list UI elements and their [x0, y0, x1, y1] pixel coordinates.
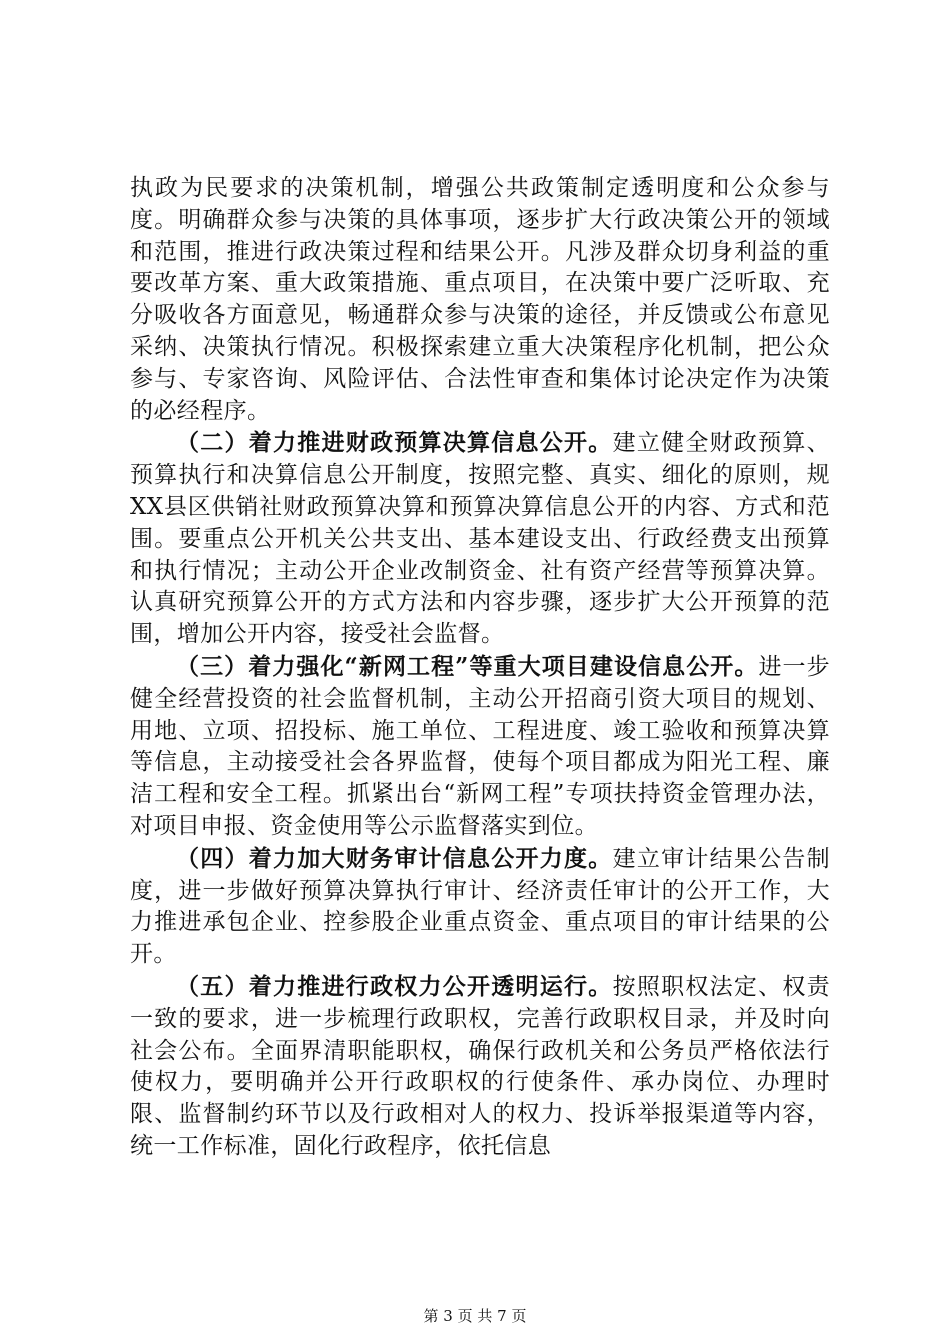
paragraph-5-text: 按照职权法定、权责一致的要求，进一步梳理行政职权，完善行政职权目录，并及时向社会公布。全面界清职能职权，确保行政机关和公务员严格依法行使权力，要明确并公开行政职权的行使条件、承办岗位、办理时限、监督制约环节以及行政相对人的权力、投诉举报渠道等内容，统一工作标准，固化行政程序，依托信息 [130, 973, 830, 1159]
paragraph-1-text: 执政为民要求的决策机制，增强公共政策制定透明度和公众参与度。明确群众参与决策的具体事项，逐步扩大行政决策公开的领域和范围，推进行政决策过程和结果公开。凡涉及群众切身利益的重要改革方案、重大政策措施、重点项目，在决策中要广泛听取、充分吸收各方面意见，畅通群众参与决策的途径，并反馈或公布意见采纳、决策执行情况。积极探索建立重大决策程序化机制，把公众参与、专家咨询、风险评估、合法性审查和集体讨论决定作为决策的必经程序。 [130, 175, 830, 424]
document-body [130, 172, 830, 1163]
paragraph-4-heading: （四）着力加大财务审计信息公开力度。 [176, 844, 613, 872]
paragraph-4-text: 建立审计结果公告制度，进一步做好预算决算执行审计、经济责任审计的公开工作，大力推进承包企业、控参股企业重点资金、重点项目的审计结果的公开。 [130, 845, 830, 968]
paragraph-3-text: 进一步健全经营投资的社会监督机制，主动公开招商引资大项目的规划、用地、立项、招投标、施工单位、工程进度、竣工验收和预算决算等信息，主动接受社会各界监督，使每个项目都成为阳光工程、廉洁工程和安全工程。抓紧出台“新网工程”专项扶持资金管理办法，对项目申报、资金使用等公示监督落实到位。 [130, 653, 830, 839]
paragraph-2-text: 建立健全财政预算、预算执行和决算信息公开制度，按照完整、真实、细化的原则，规XX县区供销社财政预算决算和预算决算信息公开的内容、方式和范围。要重点公开机关公共支出、基本建设支出、行政经费支出预算和执行情况；主动公开企业改制资金、社有资产经营等预算决算。认真研究预算公开的方式方法和内容步骤，逐步扩大公开预算的范围，增加公开内容，接受社会监督。 [130, 430, 830, 648]
page-number-footer: 第 3 页 共 7 页 [423, 1307, 527, 1325]
paragraph-5 [130, 971, 830, 1163]
paragraph-5-heading: （五）着力推进行政权力公开透明运行。 [176, 972, 613, 1000]
paragraph-4 [130, 843, 830, 971]
paragraph-2-heading: （二）着力推进财政预算决算信息公开。 [176, 429, 613, 457]
paragraph-2 [130, 427, 830, 651]
paragraph-3-heading: （三）着力强化“新网工程”等重大项目建设信息公开。 [176, 652, 759, 680]
paragraph-3 [130, 651, 830, 843]
paragraph-1 [130, 172, 830, 427]
